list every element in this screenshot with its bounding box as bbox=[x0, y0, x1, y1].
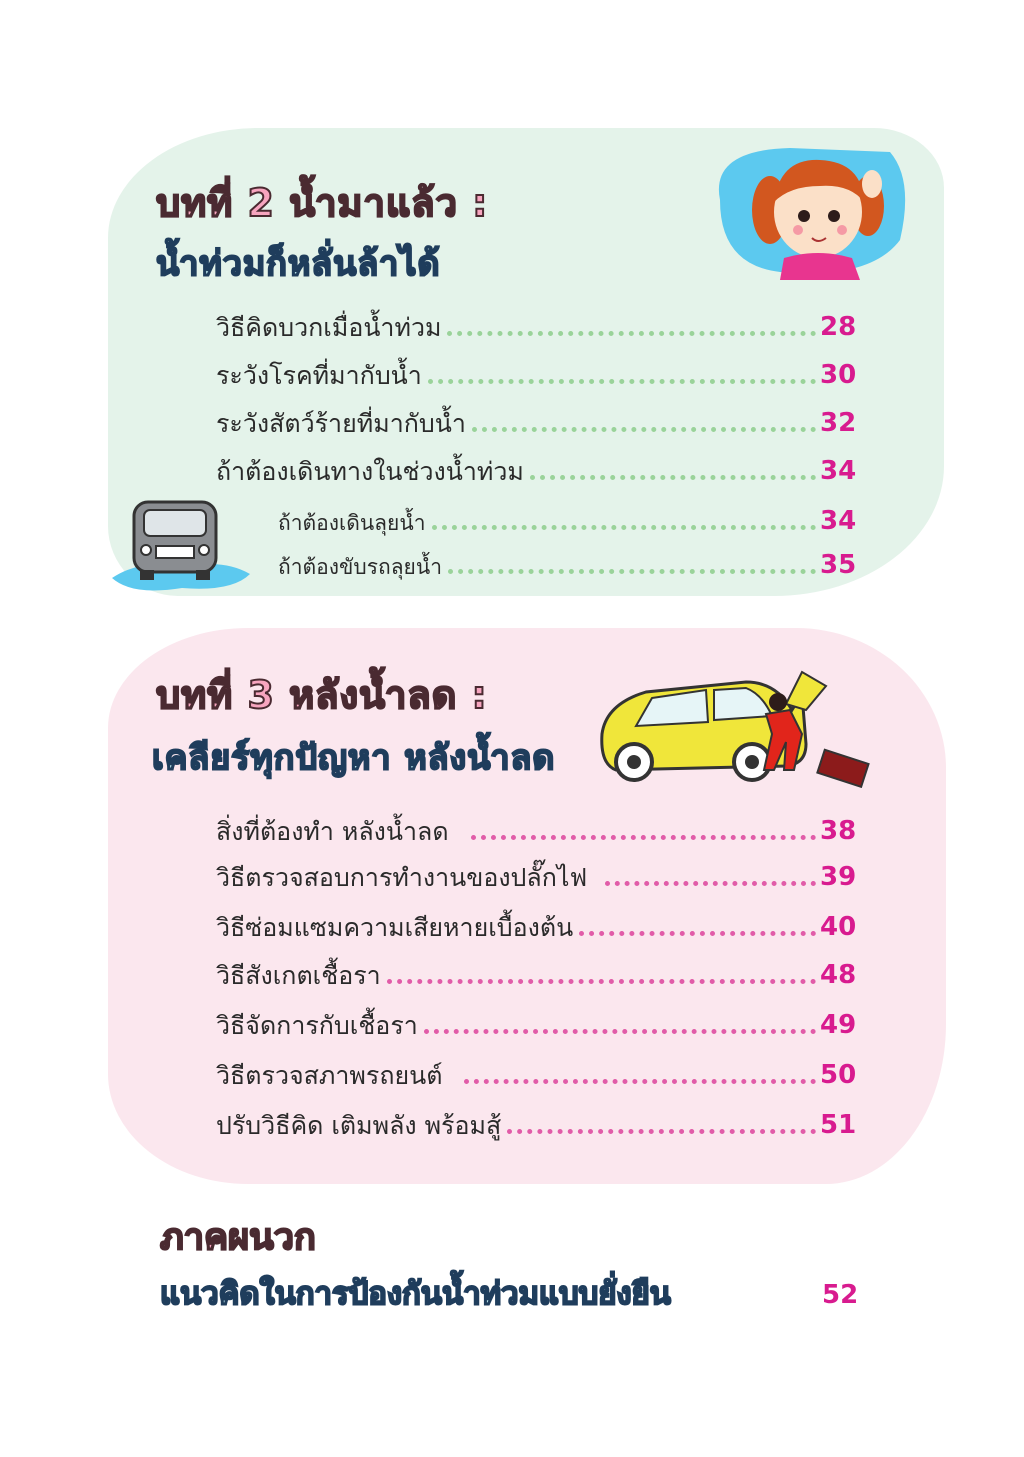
toc-entry-page: 51 bbox=[820, 1110, 857, 1140]
dot-leader bbox=[448, 569, 816, 574]
chapter2-title: บทที่ 2 น้ำมาแล้ว : bbox=[156, 181, 489, 225]
dot-leader bbox=[530, 475, 816, 480]
toc-entry[interactable] bbox=[216, 846, 857, 892]
toc-entry[interactable] bbox=[216, 392, 857, 438]
toc-entry-page: 34 bbox=[820, 506, 857, 536]
toc-entry-label: วิธีตรวจสภาพรถยนต์ bbox=[216, 1061, 443, 1090]
toc-entry-page: 35 bbox=[820, 550, 857, 580]
toc-entry[interactable] bbox=[216, 800, 857, 846]
girl-illustration bbox=[700, 140, 914, 280]
yellow-car-mechanic-illustration bbox=[596, 664, 882, 788]
toc-entry-page: 49 bbox=[820, 1010, 857, 1040]
toc-entry[interactable] bbox=[216, 994, 857, 1040]
toc-entry-label: ถ้าต้องขับรถลุยน้ำ bbox=[278, 555, 443, 579]
toc-entry-page: 32 bbox=[820, 408, 857, 438]
toc-entry-label: ปรับวิธีคิด เติมพลัง พร้อมสู้ bbox=[216, 1111, 502, 1140]
appendix-page: 52 bbox=[822, 1280, 859, 1310]
dot-leader bbox=[387, 979, 816, 984]
toc-entry[interactable] bbox=[216, 440, 857, 486]
dot-leader bbox=[507, 1129, 816, 1134]
toc-entry[interactable] bbox=[216, 896, 857, 942]
chapter3-title: บทที่ 3 หลังน้ำลด : bbox=[156, 673, 488, 717]
toc-entry-label: ระวังสัตว์ร้ายที่มากับน้ำ bbox=[216, 409, 466, 438]
dot-leader bbox=[471, 835, 816, 840]
dot-leader bbox=[579, 931, 816, 936]
toc-entry-label: ระวังโรคที่มากับน้ำ bbox=[216, 361, 422, 390]
toc-entry-label: วิธีตรวจสอบการทำงานของปลั๊กไฟ bbox=[216, 863, 588, 892]
toc-entry[interactable] bbox=[216, 944, 857, 990]
toc-entry-page: 38 bbox=[820, 816, 857, 846]
dot-leader bbox=[472, 427, 816, 432]
toc-entry-label: ถ้าต้องเดินทางในช่วงน้ำท่วม bbox=[216, 457, 524, 486]
dot-leader bbox=[424, 1029, 816, 1034]
dot-leader bbox=[605, 881, 816, 886]
dot-leader bbox=[428, 379, 816, 384]
toc-entry-page: 48 bbox=[820, 960, 857, 990]
toc-entry-label: ถ้าต้องเดินลุยน้ำ bbox=[278, 511, 426, 535]
chapter3-subtitle: เคลียร์ทุกปัญหา หลังน้ำลด bbox=[152, 738, 556, 778]
toc-entry-page: 34 bbox=[820, 456, 857, 486]
chapter2-subtitle: น้ำท่วมก็หลั่นล้าได้ bbox=[156, 244, 441, 284]
car-in-flood-illustration bbox=[102, 488, 252, 598]
toc-entry-label: วิธีสังเกตเชื้อรา bbox=[216, 961, 381, 990]
appendix-subtitle[interactable]: แนวคิดในการป้องกันน้ำท่วมแบบยั่งยืน bbox=[160, 1276, 671, 1312]
toc-entry-page: 28 bbox=[820, 312, 857, 342]
toc-entry-page: 30 bbox=[820, 360, 857, 390]
toc-entry[interactable] bbox=[216, 344, 857, 390]
dot-leader bbox=[447, 331, 816, 336]
toc-subentry[interactable] bbox=[278, 534, 857, 580]
dot-leader bbox=[464, 1079, 816, 1084]
toc-entry[interactable] bbox=[216, 1094, 857, 1140]
toc-entry[interactable] bbox=[216, 296, 857, 342]
toc-entry[interactable] bbox=[216, 1044, 857, 1090]
toc-entry-label: สิ่งที่ต้องทำ หลังน้ำลด bbox=[216, 817, 449, 846]
toc-subentry[interactable] bbox=[278, 490, 857, 536]
dot-leader bbox=[432, 525, 816, 530]
appendix-title: ภาคผนวก bbox=[160, 1217, 316, 1258]
toc-entry-page: 50 bbox=[820, 1060, 857, 1090]
toc-entry-page: 39 bbox=[820, 862, 857, 892]
toc-entry-label: วิธีจัดการกับเชื้อรา bbox=[216, 1011, 418, 1040]
toc-entry-label: วิธีคิดบวกเมื่อน้ำท่วม bbox=[216, 313, 442, 342]
toc-entry-page: 40 bbox=[820, 912, 857, 942]
toc-entry-label: วิธีซ่อมแซมความเสียหายเบื้องต้น bbox=[216, 913, 574, 942]
